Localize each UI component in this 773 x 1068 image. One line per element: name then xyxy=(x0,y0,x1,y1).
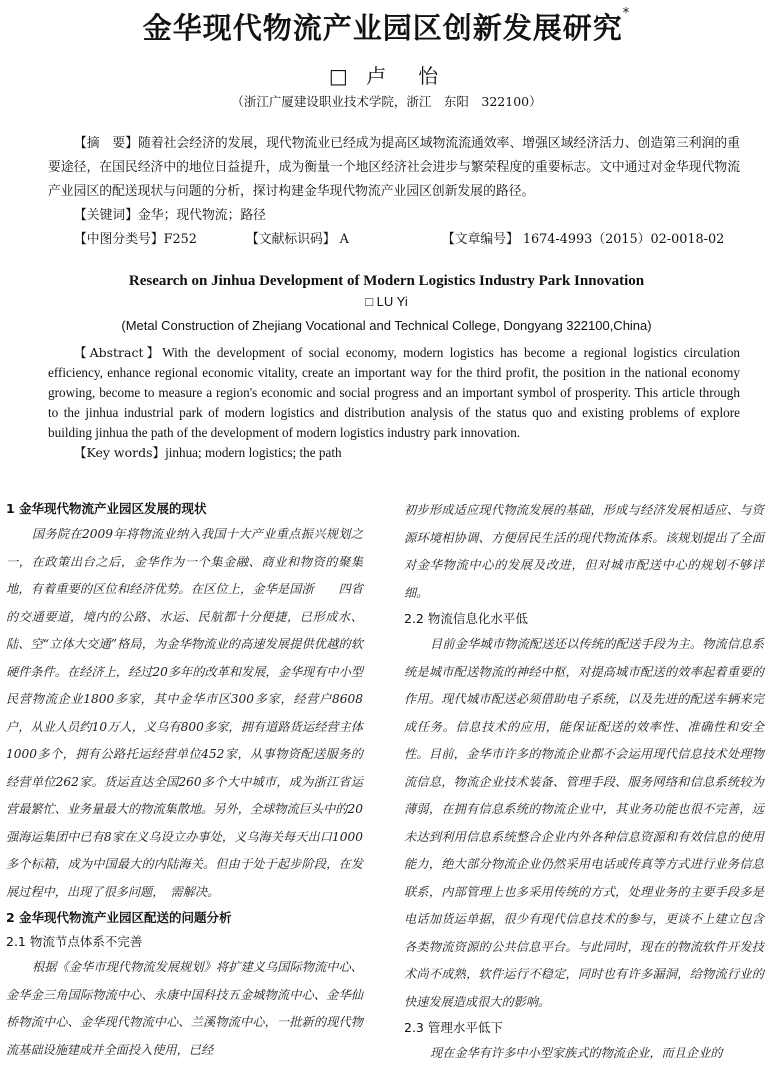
section-heading-1: 1 金华现代物流产业园区发展的现状 xyxy=(6,501,207,516)
subsection-heading-2-3: 2.3 管理水平低下 xyxy=(404,1020,503,1035)
subsection-heading-2-2: 2.2 物流信息化水平低 xyxy=(404,611,528,626)
keywords-en xyxy=(48,443,740,463)
article-no-label: 【文章编号】 xyxy=(442,232,519,247)
clc-label: 【中图分类号】 xyxy=(74,232,164,247)
body-paragraph: 国务院在2009年将物流业纳入我国十大产业重点振兴规划之一，在政策出台之后，金华作为一个集金融、商业和物资的聚集地，有着重要的区位和经济优势。在区位上，金华是国浙 四省的交通要道，境内的公路、水运、民航都十分便捷，已形成水、陆、空“立体大交通”格局，为金华物流业的高速发展提供优越的软硬件条件。在经济上，经过20多年的改革和发展，金华现有中小型民营物流企业1800多家，其中金华市区300多家，经营户8608户，从业人员约10万人，义乌有800多家，拥有道路货运经营主体1000多个，拥有公路托运经营单位452家，从事物资配送服务的经营单位262家。货运直达全国260多个大中城市，成为浙江省运营最繁忙、业务量最大的物流集散地。另外，全球物流巨头中的20强海运集团中已有8家在义乌设立办事处，义乌海关每天出口1000多个标箱，成为中国最大的内陆海关。但由于处于起步阶段，在发展过程中，出现了很多问题， 需解决。 xyxy=(6,527,363,899)
doc-code-value: A xyxy=(339,232,349,247)
keywords-cn-label: 【关键词】 xyxy=(74,208,138,223)
paper-title xyxy=(0,6,773,47)
abstract-cn-text: 随着社会经济的发展，现代物流业已经成为提高区域物流流通效率、增强区域经济活力、创造第三利润的重要途径，在国民经济中的地位日益提升，成为衡量一个地区经济社会进步与繁荣程度的重要标志。文中通过对金华现代物流产业园区的配送现状与问题的分析，探讨构建金华现代物流产业园区创新发展的路径。 xyxy=(48,136,741,199)
abstract-en-label: 【Abstract】 xyxy=(74,345,163,360)
affiliation: （浙江广厦建设职业技术学院，浙江 东阳 322100） xyxy=(231,94,542,109)
english-author: □ LU Yi xyxy=(365,294,408,309)
abstract-cn xyxy=(48,132,740,228)
abstract-en xyxy=(48,343,740,463)
article-no-value: 1674-4993（2015）02-0018-02 xyxy=(522,232,725,247)
keywords-en-text: jinhua; modern logistics; the path xyxy=(165,445,342,460)
keywords-en-label: 【Key words】 xyxy=(74,445,166,460)
body-right-column xyxy=(404,497,764,1068)
title-footnote-mark: * xyxy=(622,6,631,21)
body-paragraph: 初步形成适应现代物流发展的基础，形成与经济发展相适应、与资源环境相协调、方便居民生活的现代物流体系。该规划提出了全面对金华物流中心的发展及改进，但对城市配送中心的规划不够详细。 xyxy=(404,503,764,600)
article-no-field xyxy=(442,228,724,247)
doc-code-field xyxy=(246,228,442,247)
title-text: 金华现代物流产业园区创新发展研究 xyxy=(142,11,623,45)
subsection-heading-2-1: 2.1 物流节点体系不完善 xyxy=(6,934,143,949)
abstract-cn-paragraph xyxy=(48,132,740,204)
keywords-cn-text: 金华；现代物流；路径 xyxy=(137,208,266,223)
section-heading-2: 2 金华现代物流产业园区配送的问题分析 xyxy=(6,910,232,925)
abstract-en-text: With the development of social economy, modern logistics has become a regional logistics circulation efficiency, enhance regional economic vitality, create an important way for the third profit, the position in the national economy growing, become to measure a region's economic and social progress and an important symbol of prosperity. This article through to the jinhua industrial park of modern logistics and distribution analysis of the status quo and existing problems of explore building jinhua the path of the development of modern logistics industry park innovation. xyxy=(48,345,741,440)
body-paragraph: 现在金华有许多中小型家族式的物流企业，而且企业的 xyxy=(430,1046,723,1060)
keywords-cn xyxy=(48,204,740,228)
english-affiliation: (Metal Construction of Zhejiang Vocational and Technical College, Dongyang 322100,China) xyxy=(121,318,652,333)
english-title: Research on Jinhua Development of Modern Logistics Industry Park Innovation xyxy=(128,273,645,289)
abstract-en-paragraph xyxy=(48,343,740,443)
doc-code-label: 【文献标识码】 xyxy=(246,232,336,247)
body-paragraph: 目前金华城市物流配送还以传统的配送手段为主。物流信息系统是城市配送物流的神经中枢，对提高城市配送的效率起着重要的作用。现代城市配送必须借助电子系统，以及先进的配送车辆来完成任务。信息技术的应用，能保证配送的效率性、准确性和安全性。目前，金华市许多的物流企业都不会运用现代信息技术处理物流信息，物流企业技术装备、管理手段、服务网络和信息系统较为薄弱，在拥有信息系统的物流企业中，其业务功能也很不完善，远未达到利用信息系统整合企业内外各种信息资源和有效信息的使用能力，绝大部分物流企业仍然采用电话或传真等方式进行业务信息联系，内部管理上也多采用传统的方式，处理业务的主要手段多是电话加货运单据，很少有现代信息技术的参与，更谈不上建立包含各类物流资源的公共信息平台。与此同时，现在的物流软件开发技术尚不成熟，软件运行不稳定，同时也有许多漏洞，给物流行业的快速发展造成很大的影响。 xyxy=(404,637,764,1009)
classification-line xyxy=(74,228,740,247)
author: □ 卢 怡 xyxy=(328,64,445,88)
body-paragraph: 根据《金华市现代物流发展规划》将扩建义乌国际物流中心、金华金三角国际物流中心、永康中国科技五金城物流中心、金华仙桥物流中心、金华现代物流中心、兰溪物流中心，一批新的现代物流基础设施建成并全面投入使用，已经 xyxy=(6,960,363,1057)
clc-value: F252 xyxy=(163,232,197,247)
body-left-column xyxy=(6,497,363,1064)
abstract-cn-label: 【摘 要】 xyxy=(74,136,139,151)
clc-field xyxy=(74,228,246,247)
